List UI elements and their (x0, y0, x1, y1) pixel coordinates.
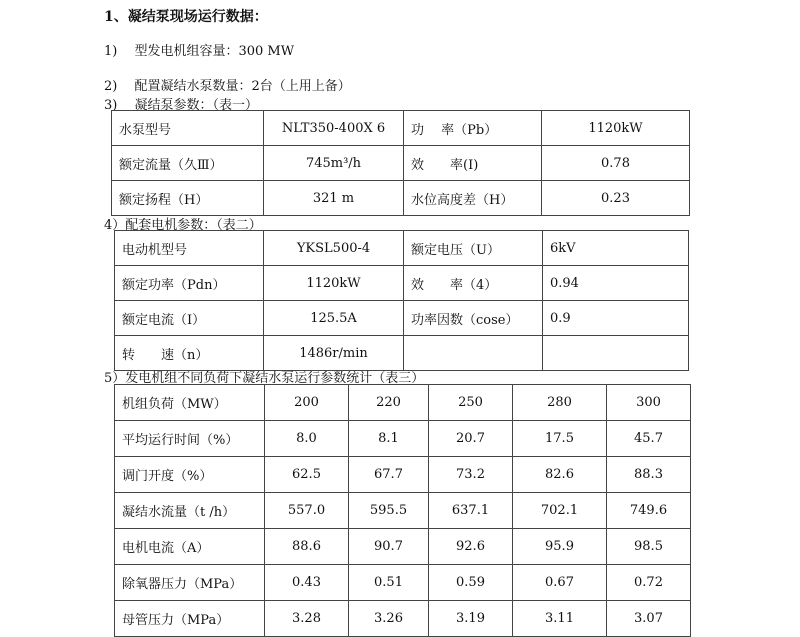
table-cell: 557.0 (265, 493, 349, 529)
table-cell: 98.5 (607, 529, 691, 565)
table-cell: 90.7 (349, 529, 429, 565)
table-cell: 功率因数（cose） (404, 301, 543, 336)
table-cell: 300 (607, 385, 691, 421)
table-cell: 67.7 (349, 457, 429, 493)
table-cell: 88.3 (607, 457, 691, 493)
table-cell: 637.1 (429, 493, 513, 529)
table-cell: 0.23 (542, 181, 690, 216)
table-cell: 1120kW (264, 266, 404, 301)
table-cell: 电动机型号 (115, 231, 264, 266)
table-header-row (115, 385, 691, 421)
table-cell: 水位高度差（H） (404, 181, 542, 216)
table-cell: 3.11 (513, 601, 607, 637)
table-cell: 0.67 (513, 565, 607, 601)
table-row (115, 336, 689, 371)
table-cell: 595.5 (349, 493, 429, 529)
motor-params-table (114, 230, 689, 371)
table-cell: 3.07 (607, 601, 691, 637)
table-cell: 凝结水流量（t /h） (115, 493, 265, 529)
table-cell: 电机电流（A） (115, 529, 265, 565)
table-cell: 0.9 (543, 301, 689, 336)
table-cell: 额定电压（U） (404, 231, 543, 266)
table-cell: 0.72 (607, 565, 691, 601)
table-cell: 92.6 (429, 529, 513, 565)
table-cell: 220 (349, 385, 429, 421)
table-cell: 0.43 (265, 565, 349, 601)
load-stats-table (114, 384, 691, 637)
table-cell: 3.26 (349, 601, 429, 637)
table-cell: 额定流量（久Ⅲ） (112, 146, 264, 181)
table-cell: 8.1 (349, 421, 429, 457)
table-cell (404, 336, 543, 371)
table-row (115, 266, 689, 301)
item-pump-count: 2) 配置凝结水泵数量：2台（上用上备） (104, 79, 351, 94)
table-cell: 机组负荷（MW） (115, 385, 265, 421)
item-load-stats-caption: 5）发电机组不同负荷下凝结水泵运行参数统计（表三） (104, 371, 425, 386)
table-cell: 3.19 (429, 601, 513, 637)
table-cell: 200 (265, 385, 349, 421)
table-cell: 45.7 (607, 421, 691, 457)
table-cell: 749.6 (607, 493, 691, 529)
table-row (112, 146, 690, 181)
table-cell: 0.51 (349, 565, 429, 601)
section-heading: 1、凝结泵现场运行数据： (104, 9, 268, 25)
pump-params-table (111, 110, 690, 216)
table-cell: 3.28 (265, 601, 349, 637)
table-cell: 效 率(I) (404, 146, 542, 181)
table-cell: 0.78 (542, 146, 690, 181)
table-cell: 1120kW (542, 111, 690, 146)
table-cell: 母管压力（MPa） (115, 601, 265, 637)
item-motor-params-caption: 4）配套电机参数：（表二） (104, 218, 262, 233)
table-row (115, 421, 691, 457)
table-cell: 17.5 (513, 421, 607, 457)
table-row (112, 111, 690, 146)
table-cell: 除氧器压力（MPa） (115, 565, 265, 601)
table-cell: 0.94 (543, 266, 689, 301)
table-cell: 功 率（Pb） (404, 111, 542, 146)
item-unit-capacity: 1) 型发电机组容量：300 MW (104, 44, 295, 59)
table-cell: 额定扬程（H） (112, 181, 264, 216)
table-cell: 702.1 (513, 493, 607, 529)
table-row (115, 565, 691, 601)
table-cell: 125.5A (264, 301, 404, 336)
table-row (112, 181, 690, 216)
table-cell: NLT350-400X 6 (264, 111, 404, 146)
table-row (115, 601, 691, 637)
table-cell: 62.5 (265, 457, 349, 493)
table-cell: 1486r/min (264, 336, 404, 371)
table-cell: 转 速（n） (115, 336, 264, 371)
table-cell: 250 (429, 385, 513, 421)
table-cell: 0.59 (429, 565, 513, 601)
table-cell: 额定功率（Pdn） (115, 266, 264, 301)
table-cell: 82.6 (513, 457, 607, 493)
table-cell: 321 m (264, 181, 404, 216)
table-cell: 8.0 (265, 421, 349, 457)
table-row (115, 493, 691, 529)
table-cell: 水泵型号 (112, 111, 264, 146)
table-cell: 额定电流（I） (115, 301, 264, 336)
table-row (115, 457, 691, 493)
table-cell: 95.9 (513, 529, 607, 565)
table-cell: 745m³/h (264, 146, 404, 181)
table-cell: 20.7 (429, 421, 513, 457)
table-cell: 73.2 (429, 457, 513, 493)
table-cell: 调门开度（%） (115, 457, 265, 493)
table-cell (543, 336, 689, 371)
table-cell: 88.6 (265, 529, 349, 565)
table-row (115, 529, 691, 565)
item-pump-params-caption: 3) 凝结泵参数：（表一） (104, 98, 258, 113)
table-row (115, 231, 689, 266)
table-cell: 平均运行时间（%） (115, 421, 265, 457)
table-cell: 效 率（4） (404, 266, 543, 301)
table-cell: 280 (513, 385, 607, 421)
table-cell: YKSL500-4 (264, 231, 404, 266)
table-row (115, 301, 689, 336)
table-cell: 6kV (543, 231, 689, 266)
